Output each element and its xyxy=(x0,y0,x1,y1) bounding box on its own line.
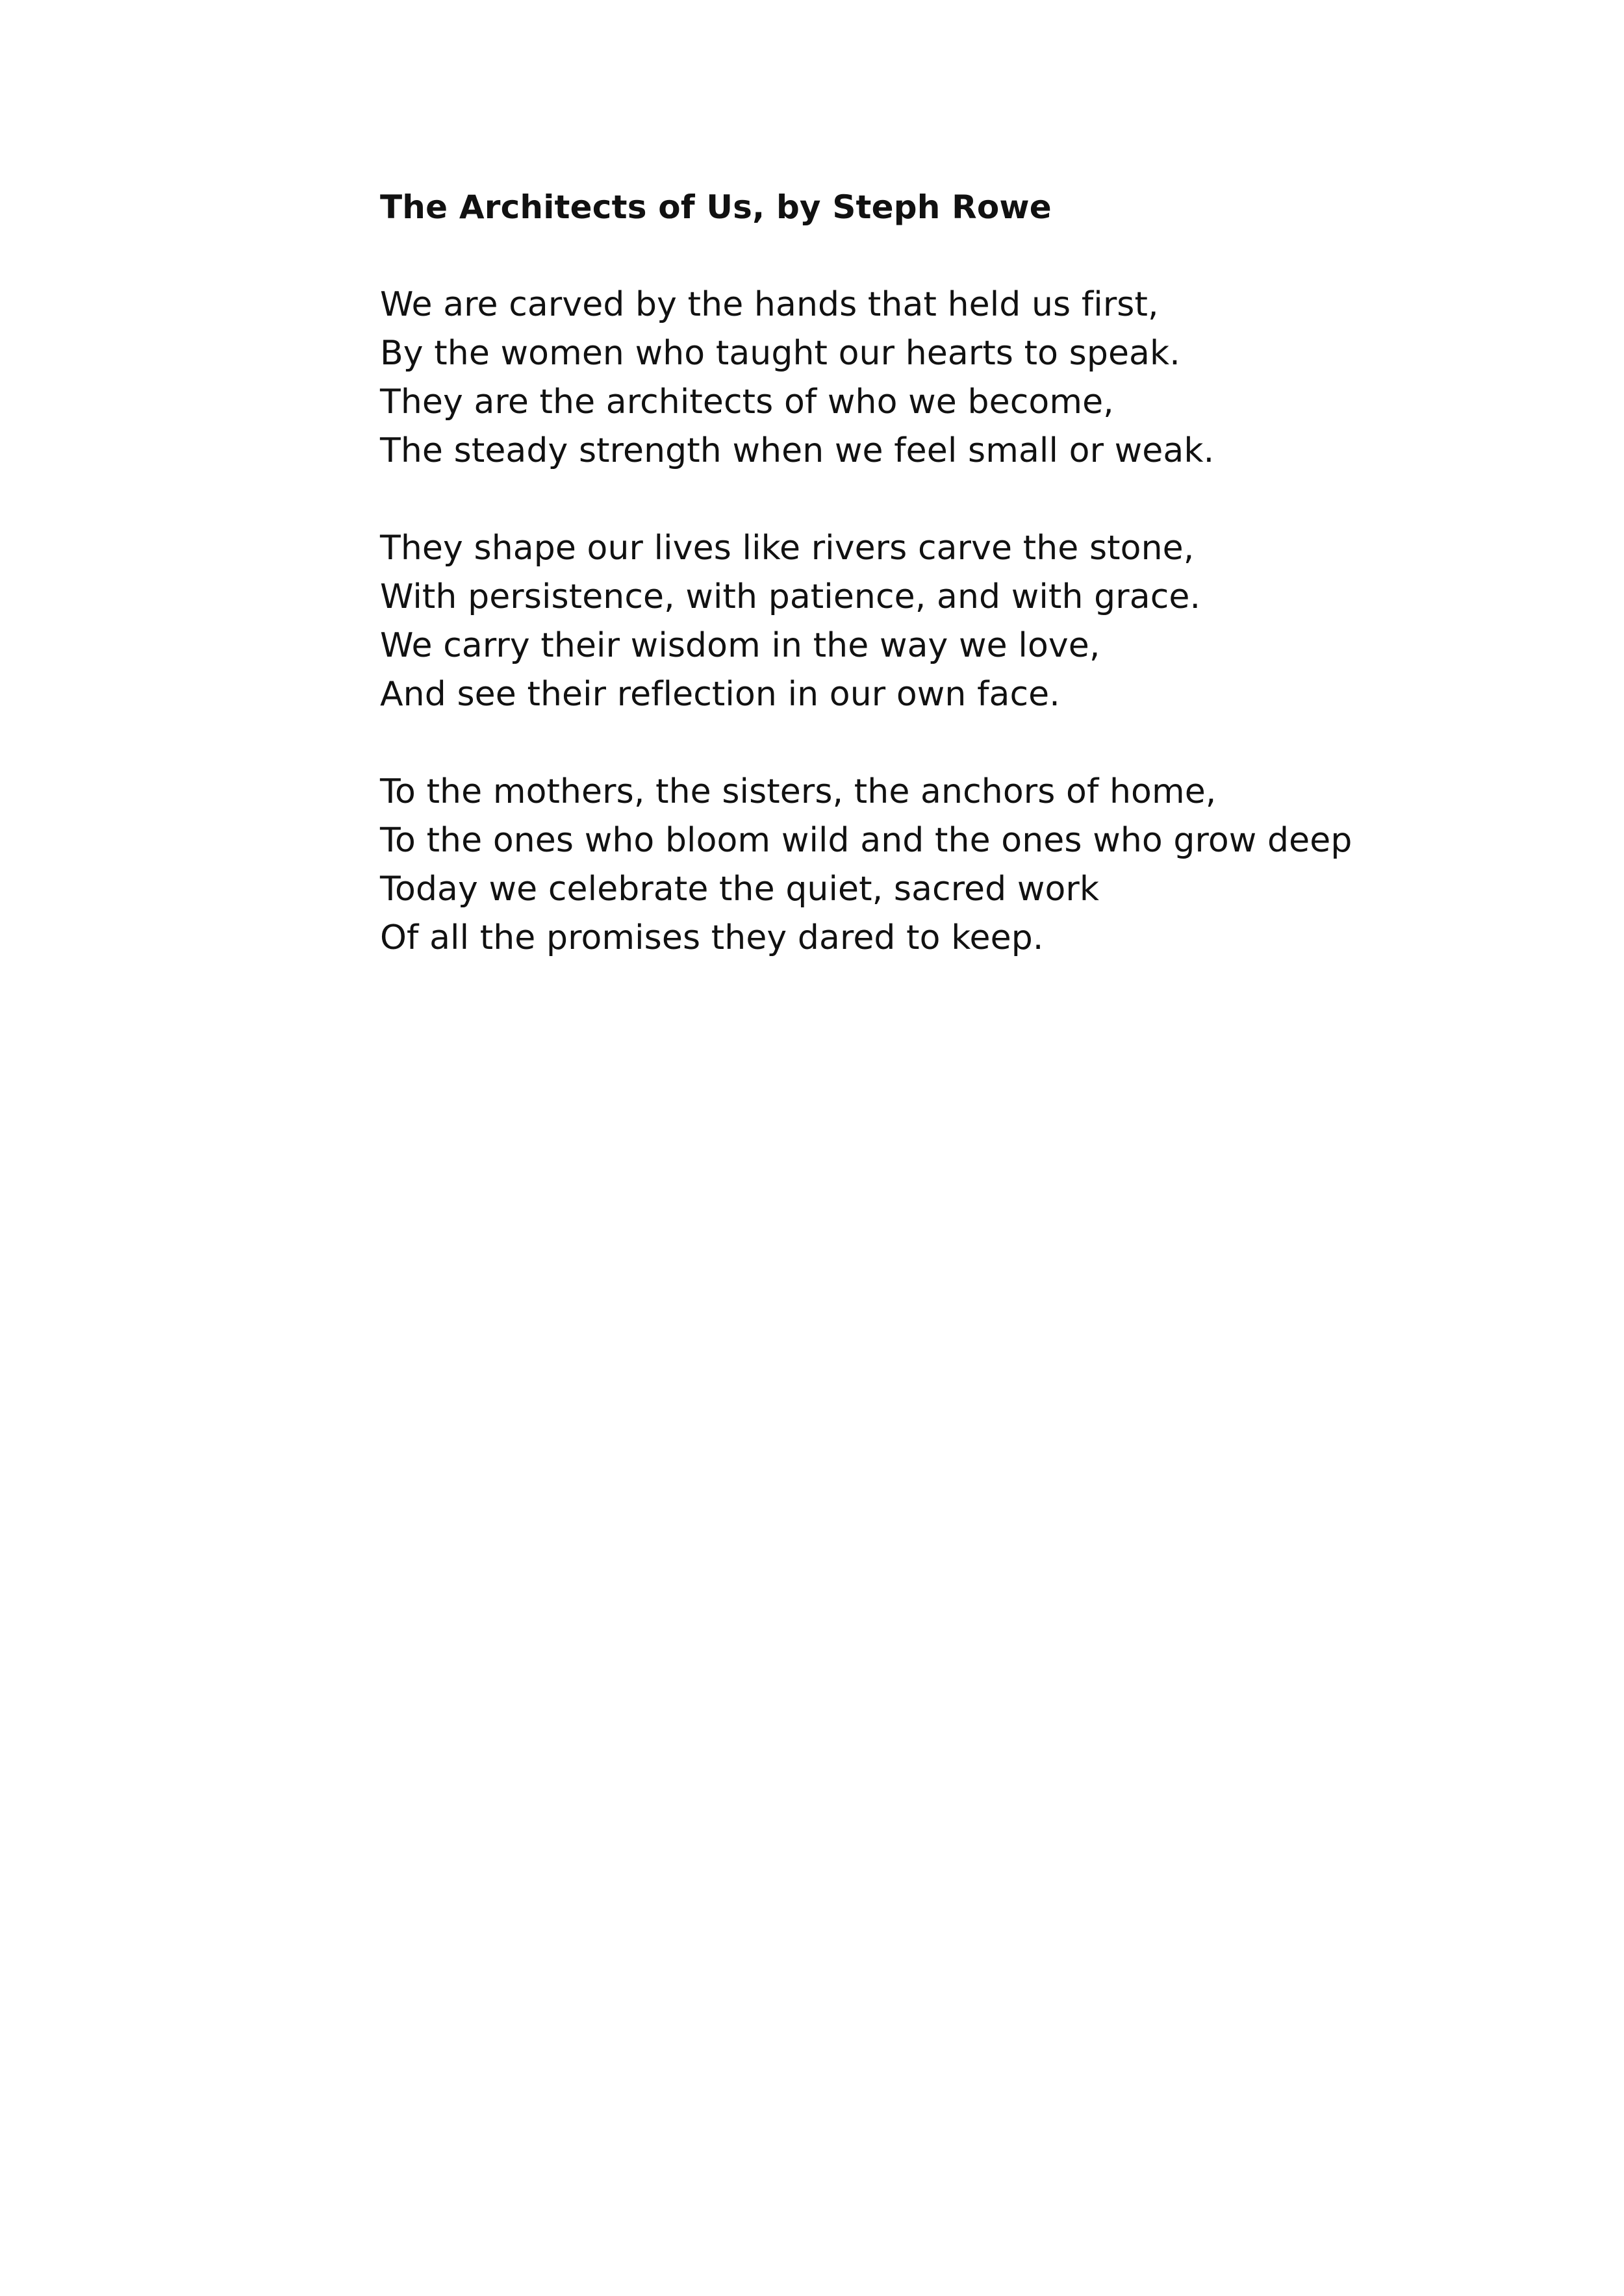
poem-line: To the ones who bloom wild and the ones who grow deep xyxy=(380,821,1352,860)
poem-line: They are the architects of who we become, xyxy=(380,383,1114,422)
poem-line: Today we celebrate the quiet, sacred work xyxy=(380,870,1100,909)
poem-line: Of all the promises they dared to keep. xyxy=(380,918,1044,957)
poem xyxy=(380,183,1549,963)
poem-line: We carry their wisdom in the way we love, xyxy=(380,626,1100,665)
poem-line: To the mothers, the sisters, the anchors of home, xyxy=(380,772,1217,811)
poem-title: The Architects of Us, by Steph Rowe xyxy=(380,188,1052,226)
stanza-2 xyxy=(380,524,1549,719)
poem-line: The steady strength when we feel small or weak. xyxy=(380,431,1215,470)
poem-line: By the women who taught our hearts to speak. xyxy=(380,334,1180,373)
stanza-1 xyxy=(380,281,1549,475)
poem-line: We are carved by the hands that held us first, xyxy=(380,285,1159,324)
stanza-3 xyxy=(380,768,1549,963)
poem-line: With persistence, with patience, and with grace. xyxy=(380,577,1201,616)
poem-line: And see their reflection in our own face. xyxy=(380,675,1060,714)
poem-line: They shape our lives like rivers carve the stone, xyxy=(380,529,1195,568)
